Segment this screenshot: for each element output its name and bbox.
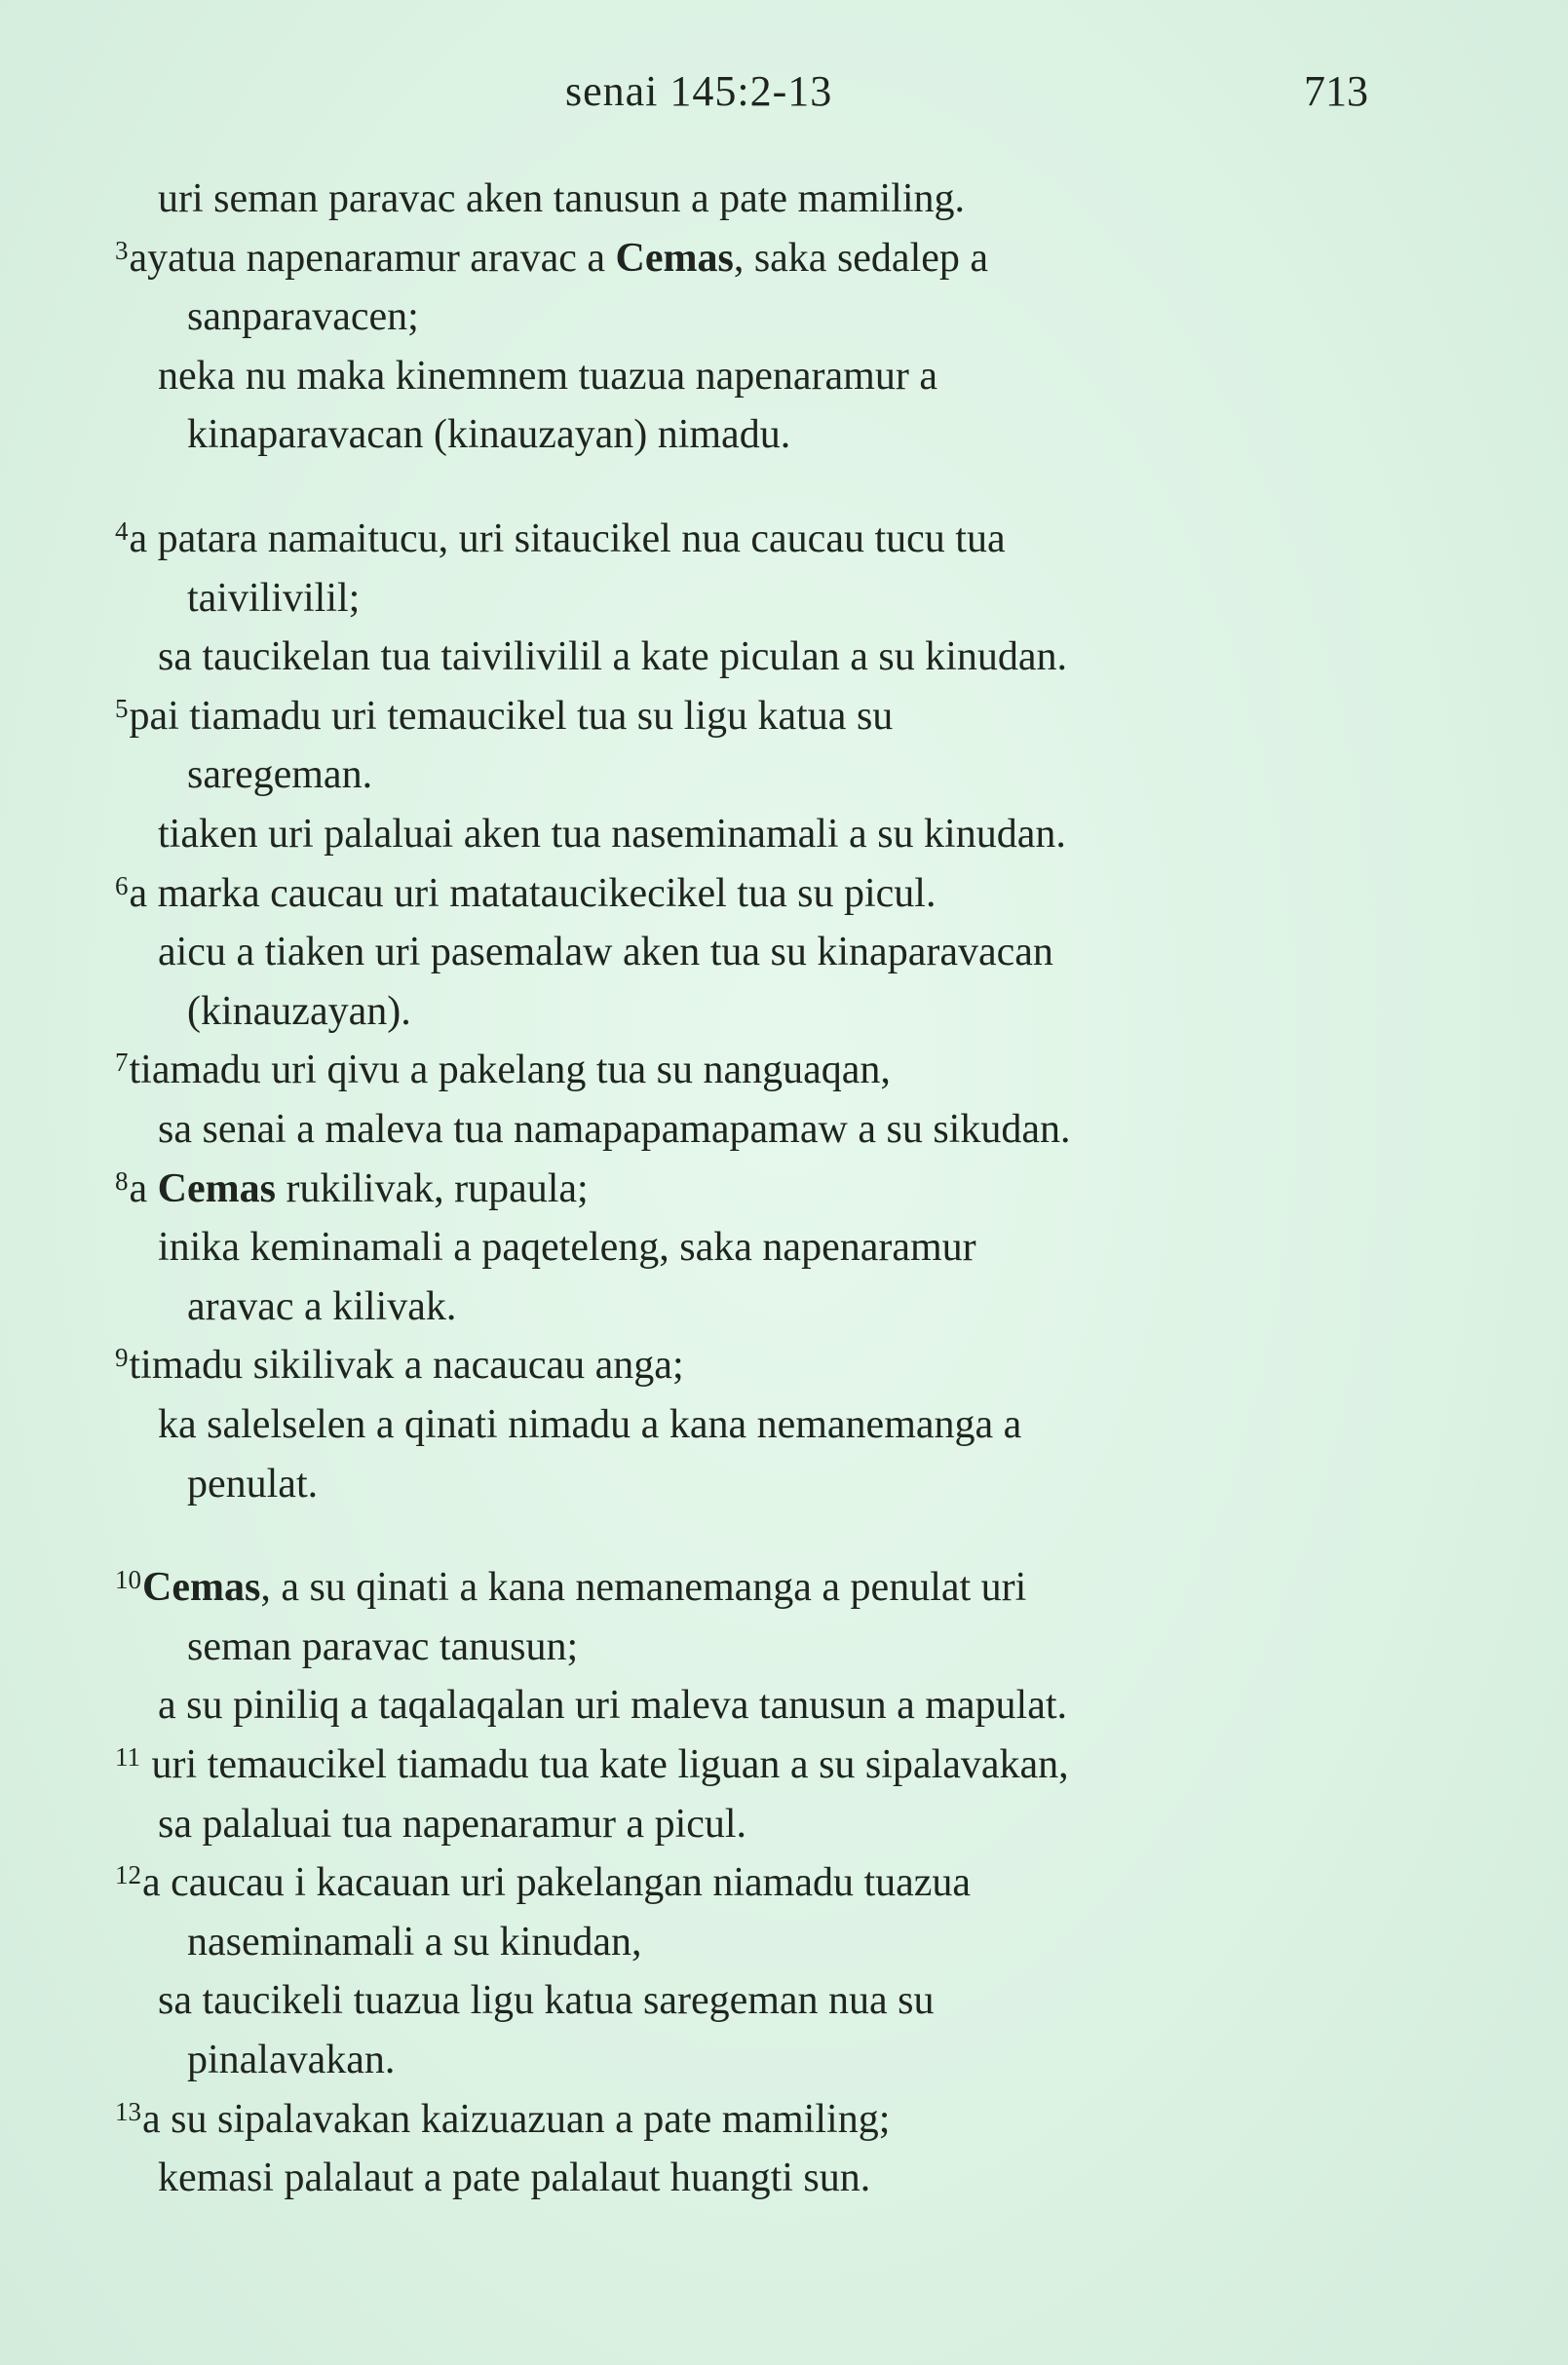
continuation-line [158, 634, 1068, 680]
line-text: naseminamali a su kinudan, [187, 1919, 642, 1964]
verse-number: 11 [115, 1742, 140, 1772]
verse-number: 3 [115, 235, 129, 265]
continuation-line [187, 2040, 395, 2080]
continuation-line [187, 412, 791, 458]
continuation-line [158, 1404, 1021, 1445]
divine-name: Cemas [615, 235, 734, 281]
line-text: kemasi palalaut a pate palalaut huangti sun. [158, 2155, 871, 2201]
line-text: a [129, 1165, 158, 1211]
line-text: a caucau i kacauan uri pakelangan niamadu tuazua [142, 1860, 972, 1906]
verse-line [115, 1565, 1027, 1611]
line-text: pai tiamadu uri temaucikel tua su ligu katua su [129, 693, 894, 739]
verse-number: 10 [115, 1565, 141, 1595]
line-text: seman paravac tanusun; [187, 1623, 579, 1669]
continuation-line [187, 1283, 457, 1329]
continuation-line [158, 178, 965, 219]
divine-name: Cemas [142, 1565, 261, 1611]
line-text: kinaparavacan (kinauzayan) nimadu. [187, 412, 791, 458]
verse-number: 9 [115, 1343, 129, 1373]
verse-line [115, 693, 894, 739]
continuation-line [158, 353, 937, 399]
line-text: sa taucikeli tuazua ligu katua saregeman nua su [158, 1978, 935, 2024]
line-text-after: , saka sedalep a [733, 235, 989, 281]
line-text: sa senai a maleva tua namapapamapamaw a su sikudan. [158, 1107, 1071, 1152]
verse-number: 12 [115, 1860, 141, 1890]
line-text: ayatua napenaramur aravac a [129, 235, 616, 281]
line-text-after: rukilivak, rupaula; [275, 1165, 589, 1211]
line-text: penulat. [187, 1461, 319, 1507]
continuation-line [187, 575, 361, 621]
verse-line [115, 1744, 1069, 1785]
page-header [0, 66, 1568, 134]
continuation-line [187, 752, 373, 798]
continuation-line [187, 1461, 319, 1507]
continuation-line [158, 2155, 871, 2201]
line-text: uri temaucikel tiamadu tua kate liguan a su sipalavakan, [141, 1742, 1069, 1787]
verse-number: 5 [115, 693, 129, 723]
line-text: neka nu maka kinemnem tuazua napenaramur a [158, 353, 937, 399]
line-text: ka salelselen a qinati nimadu a kana nemanemanga a [158, 1402, 1022, 1447]
line-text: aravac a kilivak. [187, 1283, 457, 1329]
line-text: (kinauzayan). [187, 988, 411, 1034]
verse-number: 4 [115, 516, 129, 546]
line-text-after: , a su qinati a kana nemanemanga a penulat uri [260, 1565, 1027, 1611]
verse-line [115, 1343, 684, 1389]
continuation-line [158, 1683, 1068, 1729]
verse-line [115, 1165, 589, 1211]
continuation-line [187, 1919, 642, 1964]
verse-number: 13 [115, 2096, 141, 2126]
continuation-line [158, 1109, 1070, 1150]
line-text: taivilivilil; [187, 575, 361, 621]
line-text: a su sipalavakan kaizuazuan a pate mamiling; [142, 2096, 891, 2142]
verse-line [115, 1048, 891, 1093]
continuation-line [158, 1978, 935, 2024]
verse-line [115, 870, 937, 916]
line-text: inika keminamali a paqeteleng, saka napenaramur [158, 1225, 976, 1271]
line-text: saregeman. [187, 752, 373, 798]
continuation-line [158, 1801, 747, 1847]
continuation-line [158, 814, 1066, 855]
running-head: senai 145:2-13 [565, 67, 833, 115]
line-text: a marka caucau uri matataucikecikel tua su picul. [129, 870, 937, 916]
line-text: tiamadu uri qivu a pakelang tua su nanguaqan, [129, 1048, 891, 1093]
line-text: a patara namaitucu, uri sitaucikel nua caucau tucu tua [129, 516, 1006, 561]
line-text: sanparavacen; [187, 294, 419, 340]
verse-line [115, 1860, 972, 1906]
page-number: 713 [1304, 67, 1368, 115]
verse-line [115, 518, 1006, 559]
verse-line [115, 235, 989, 281]
verse-number: 8 [115, 1165, 129, 1196]
continuation-line [187, 1623, 579, 1669]
line-text: timadu sikilivak a nacaucau anga; [129, 1343, 684, 1389]
line-text: uri seman paravac aken tanusun a pate mamiling. [158, 176, 966, 221]
verse-number: 7 [115, 1048, 129, 1078]
line-text: tiaken uri palaluai aken tua naseminamali a su kinudan. [158, 812, 1066, 857]
line-text: a su piniliq a taqalaqalan uri maleva tanusun a mapulat. [158, 1683, 1068, 1729]
continuation-line [187, 988, 411, 1034]
line-text: pinalavakan. [187, 2038, 396, 2082]
line-text: sa taucikelan tua taivilivilil a kate piculan a su kinudan. [158, 634, 1068, 680]
continuation-line [187, 294, 419, 340]
verse-line [115, 2096, 891, 2142]
divine-name: Cemas [157, 1165, 276, 1211]
continuation-line [158, 1225, 976, 1271]
line-text: sa palaluai tua napenaramur a picul. [158, 1801, 747, 1847]
continuation-line [158, 932, 1053, 973]
line-text: aicu a tiaken uri pasemalaw aken tua su kinaparavacan [158, 930, 1053, 975]
verse-number: 6 [115, 870, 129, 900]
